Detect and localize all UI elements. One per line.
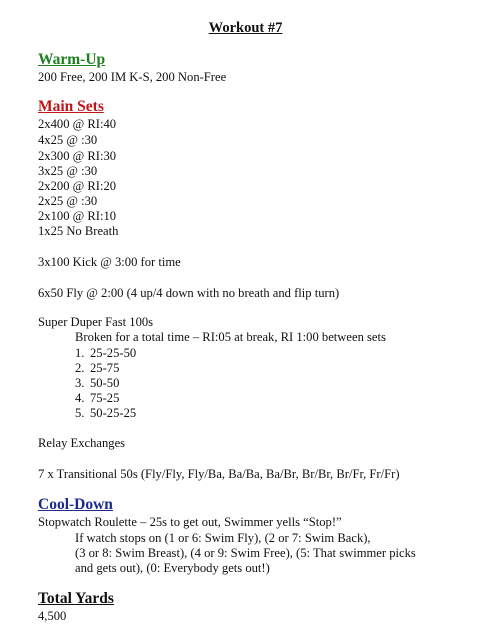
relay-line: Relay Exchanges bbox=[38, 436, 126, 450]
main-sets-heading: Main Sets bbox=[38, 98, 104, 115]
list-item-number: 4. bbox=[75, 391, 85, 405]
list-item-number: 5. bbox=[75, 406, 85, 420]
main-set-line: 1x25 No Breath bbox=[38, 224, 119, 238]
kick-set-line: 3x100 Kick @ 3:00 for time bbox=[38, 255, 181, 269]
cooldown-line: Stopwatch Roulette – 25s to get out, Swimmer yells “Stop!” bbox=[38, 515, 342, 529]
list-item-text: 50-25-25 bbox=[90, 406, 137, 420]
list-item-number: 2. bbox=[75, 361, 85, 375]
super-set-title: Super Duper Fast 100s bbox=[38, 315, 154, 329]
warmup-line: 200 Free, 200 IM K-S, 200 Non-Free bbox=[38, 70, 227, 84]
main-set-line: 2x100 @ RI:10 bbox=[38, 209, 117, 223]
list-item bbox=[75, 361, 119, 376]
list-item bbox=[75, 346, 136, 361]
warmup-heading: Warm-Up bbox=[38, 51, 106, 68]
list-item-number: 1. bbox=[75, 346, 85, 360]
list-item-text: 50-50 bbox=[90, 376, 120, 390]
list-item bbox=[75, 406, 136, 421]
cooldown-line: (3 or 8: Swim Breast), (4 or 9: Swim Free), (5: That swimmer picks bbox=[75, 546, 416, 560]
total-yards-heading: Total Yards bbox=[38, 590, 114, 607]
list-item-number: 3. bbox=[75, 376, 85, 390]
main-set-line: 3x25 @ :30 bbox=[38, 164, 98, 178]
list-item-text: 75-25 bbox=[90, 391, 120, 405]
page-title: Workout #7 bbox=[208, 20, 283, 36]
transitional-line: 7 x Transitional 50s (Fly/Fly, Fly/Ba, Ba/Ba, Ba/Br, Br/Br, Br/Fr, Fr/Fr) bbox=[38, 467, 400, 481]
list-item bbox=[75, 391, 119, 406]
fly-set-line: 6x50 Fly @ 2:00 (4 up/4 down with no breath and flip turn) bbox=[38, 286, 340, 300]
cooldown-heading: Cool-Down bbox=[38, 496, 113, 513]
main-set-line: 2x300 @ RI:30 bbox=[38, 149, 117, 163]
total-yards-value: 4,500 bbox=[38, 609, 67, 623]
main-set-line: 4x25 @ :30 bbox=[38, 133, 98, 147]
list-item bbox=[75, 376, 119, 391]
main-set-line: 2x200 @ RI:20 bbox=[38, 179, 117, 193]
main-set-line: 2x400 @ RI:40 bbox=[38, 117, 117, 131]
cooldown-line: and gets out), (0: Everybody gets out!) bbox=[75, 561, 270, 575]
cooldown-line: If watch stops on (1 or 6: Swim Fly), (2 or 7: Swim Back), bbox=[75, 531, 371, 545]
list-item-text: 25-75 bbox=[90, 361, 120, 375]
super-set-description: Broken for a total time – RI:05 at break, RI 1:00 between sets bbox=[75, 330, 386, 344]
main-set-line: 2x25 @ :30 bbox=[38, 194, 98, 208]
list-item-text: 25-25-50 bbox=[90, 346, 137, 360]
